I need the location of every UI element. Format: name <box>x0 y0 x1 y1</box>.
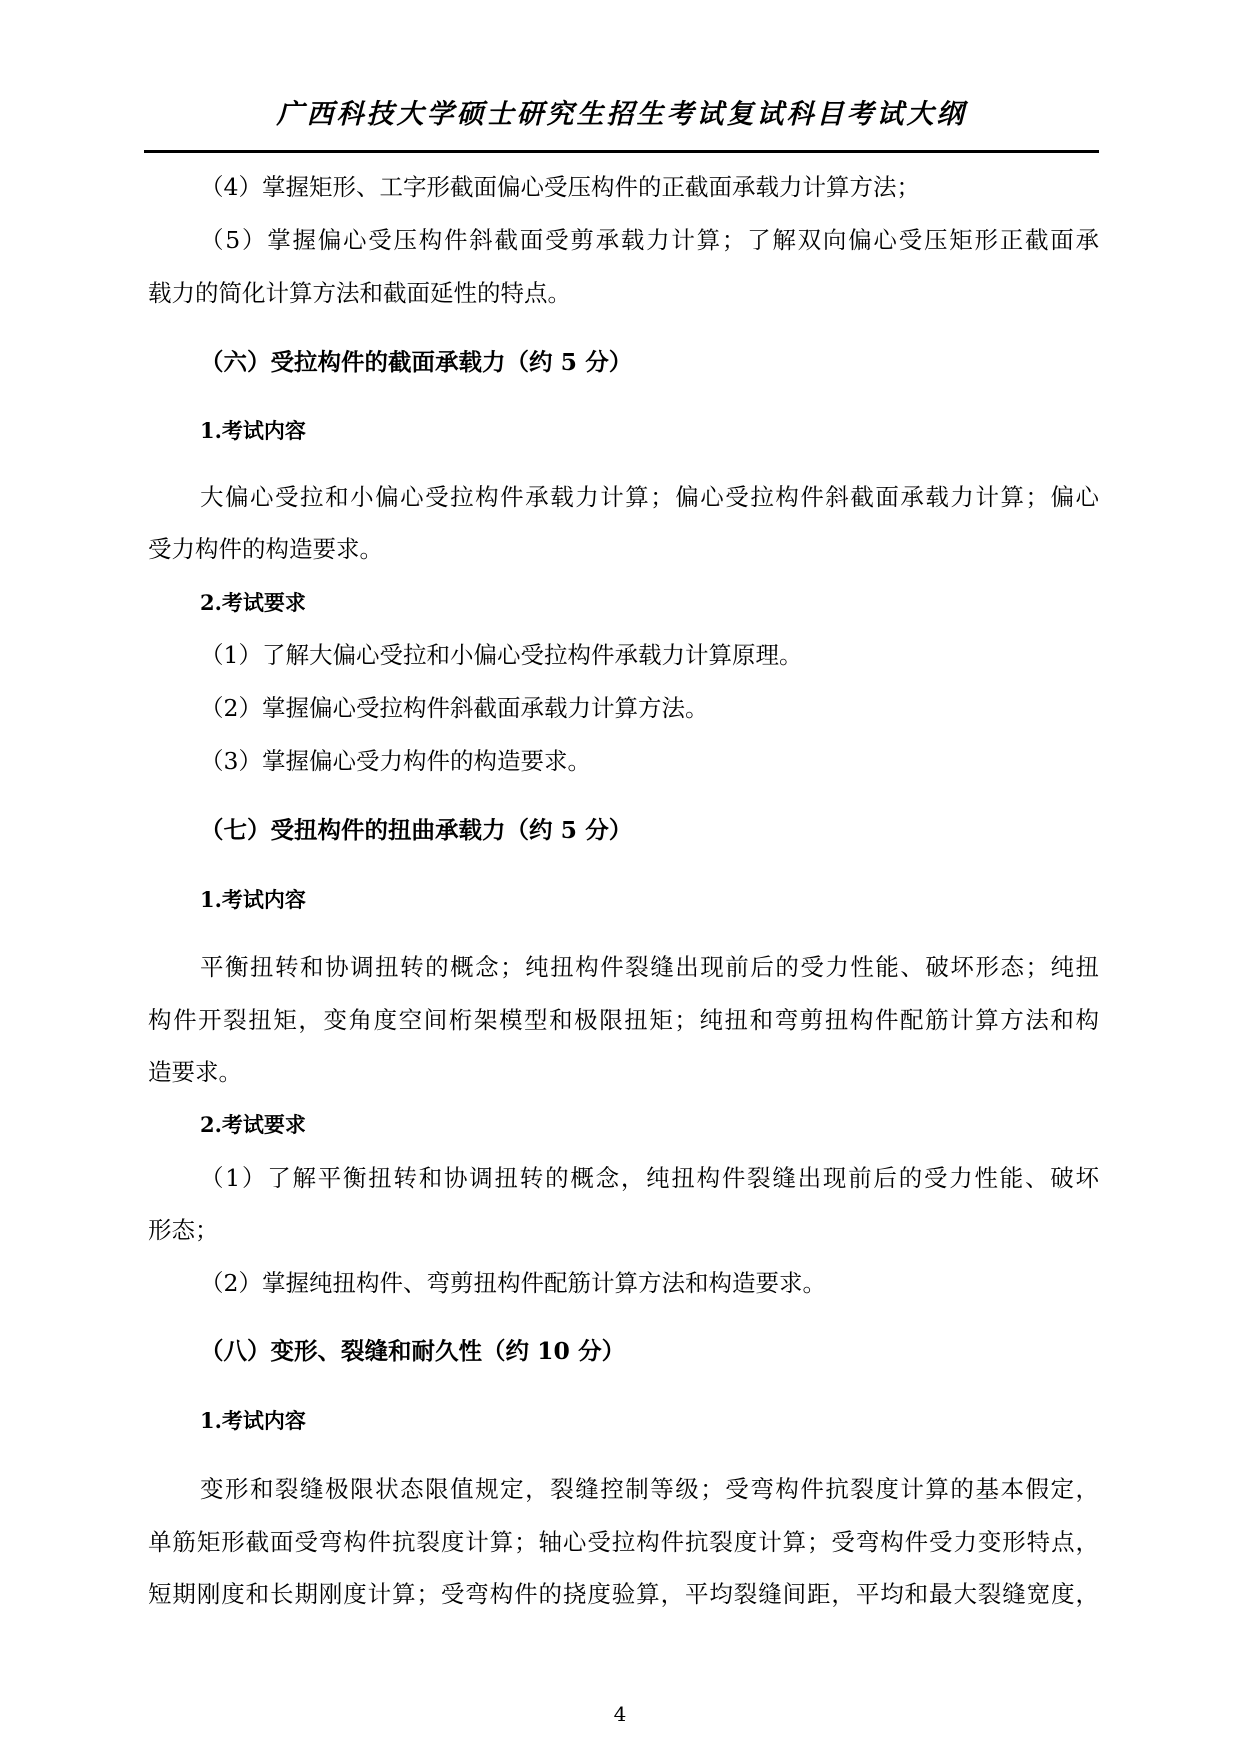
body-text-line: 受力构件的构造要求。 <box>148 535 383 563</box>
subsection-heading: 1.考试内容 <box>200 418 306 443</box>
body-text-line: （4）掌握矩形、工字形截面偏心受压构件的正截面承载力计算方法； <box>200 173 920 201</box>
body-text-line: 单筋矩形截面受弯构件抗裂度计算；轴心受拉构件抗裂度计算；受弯构件受力变形特点， <box>148 1528 1099 1556</box>
body-text-line: 造要求。 <box>148 1058 242 1086</box>
body-text-line: （3）掌握偏心受力构件的构造要求。 <box>200 747 591 775</box>
body-text-line: 载力的简化计算方法和截面延性的特点。 <box>148 279 571 307</box>
section-heading: （七）受扭构件的扭曲承载力（约 5 分） <box>200 816 633 844</box>
page-header-title: 广西科技大学硕士研究生招生考试复试科目考试大纲 <box>276 99 967 130</box>
body-text-line: 变形和裂缝极限状态限值规定，裂缝控制等级；受弯构件抗裂度计算的基本假定， <box>200 1475 1099 1503</box>
body-text-line: （1）了解大偏心受拉和小偏心受拉构件承载力计算原理。 <box>200 641 803 669</box>
subsection-heading: 1.考试内容 <box>200 1408 306 1433</box>
body-text-line: 平衡扭转和协调扭转的概念；纯扭构件裂缝出现前后的受力性能、破坏形态；纯扭 <box>200 953 1099 981</box>
body-text-line: （1）了解平衡扭转和协调扭转的概念，纯扭构件裂缝出现前后的受力性能、破坏 <box>200 1164 1099 1192</box>
page-number: 4 <box>613 1702 627 1726</box>
body-text-line: 短期刚度和长期刚度计算；受弯构件的挠度验算，平均裂缝间距，平均和最大裂缝宽度， <box>148 1580 1099 1608</box>
subsection-heading: 1.考试内容 <box>200 887 306 912</box>
subsection-heading: 2.考试要求 <box>200 590 306 615</box>
body-text-line: （5）掌握偏心受压构件斜截面受剪承载力计算；了解双向偏心受压矩形正截面承 <box>200 226 1099 254</box>
body-text-line: 大偏心受拉和小偏心受拉构件承载力计算；偏心受拉构件斜截面承载力计算；偏心 <box>200 483 1099 511</box>
section-heading: （六）受拉构件的截面承载力（约 5 分） <box>200 348 633 376</box>
body-text-line: 构件开裂扭矩，变角度空间桁架模型和极限扭矩；纯扭和弯剪扭构件配筋计算方法和构 <box>148 1006 1099 1034</box>
header-rule <box>144 150 1099 153</box>
body-text-line: （2）掌握纯扭构件、弯剪扭构件配筋计算方法和构造要求。 <box>200 1269 826 1297</box>
subsection-heading: 2.考试要求 <box>200 1112 306 1137</box>
section-heading: （八）变形、裂缝和耐久性（约 10 分） <box>200 1337 626 1365</box>
body-text-line: 形态； <box>148 1216 219 1244</box>
body-text-line: （2）掌握偏心受拉构件斜截面承载力计算方法。 <box>200 694 709 722</box>
